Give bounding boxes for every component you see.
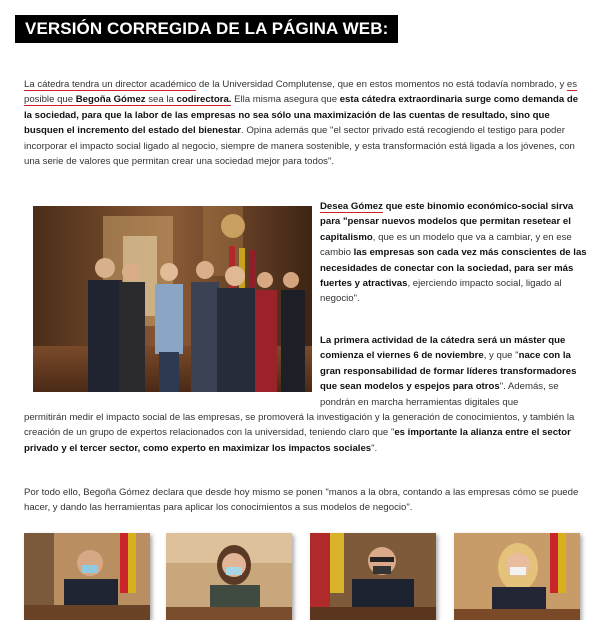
text-span: , que es un modelo que va a cambiar, y en ese cambio <box>320 231 572 259</box>
text-span: es posible que <box>24 79 578 106</box>
text-span: ". <box>371 442 378 454</box>
text-span: sea la <box>145 94 177 106</box>
text-span: , ejerciendo impacto social, ligado al negocio". <box>320 278 562 305</box>
paragraph-master-continued <box>24 410 589 456</box>
text-span: . Opina además que "el sector privado está recogiendo el testigo para poder incorporar el impacto social ligado al negocio, siempre de manera sostenible, y esta transformación está ligada a los jóvenes, con una serie de valores que permitan crear una sociedad mejor para todos". <box>24 125 575 168</box>
text-span: que este binomio económico-social sirva para <box>320 201 574 228</box>
text-span: , y que " <box>483 350 519 362</box>
paragraph-catedra-director <box>24 77 584 169</box>
bold-text: La primera actividad de la cátedra será un máster que comienza el viernes 6 de noviembre <box>320 335 566 362</box>
text-span: ". Además, se pondrán en marcha herramientas digitales que <box>320 381 559 408</box>
name-highlight: Begoña Gómez <box>75 94 146 106</box>
page-title: VERSIÓN CORREGIDA DE LA PÁGINA WEB: <box>15 15 398 43</box>
text-span: de la Universidad Complutense, que en estos momentos no está todavía nombrado, y <box>196 79 567 90</box>
bold-quote: nace con la gran responsabilidad de formar líderes transformadores que sean modelos y espejos para otros <box>320 350 577 393</box>
main-photo-meeting <box>33 206 312 392</box>
text-span: permitirán medir el impacto social de las empresas, se promoverá la investigación y la generación de conocimientos, y también la creación de un grupo de expertos relacionados con la universidad, teniendo claro que " <box>24 412 575 439</box>
bold-quote: "pensar nuevos modelos que permitan resetear el capitalismo <box>320 216 571 243</box>
underlined-phrase: La cátedra tendra un director académico <box>24 79 197 90</box>
bold-quote: es importante la alianza entre el sector privado y el tercer sector, como experto en maximizar los impactos sociales <box>24 427 571 454</box>
thumbnail-photo-man-mask <box>24 533 150 620</box>
thumbnail-photo-blonde-woman <box>454 533 580 620</box>
paragraph-binomio <box>320 199 588 307</box>
thumbnail-photo-woman-mask <box>166 533 292 620</box>
paragraph-master <box>320 333 588 410</box>
paragraph-conclusion: Por todo ello, Begoña Gómez declara que desde hoy mismo se ponen "manos a la obra, contando a las empresas cómo se puede hacer, y dando las herramientas para aplicar los conocimientos a sus modelos de negocio". <box>24 487 579 514</box>
text-span: Ella misma asegura que <box>231 94 340 106</box>
bold-quote: las empresas son cada vez más conscientes de las necesidades de conectar con la sociedad, para ser más fuertes y atractivas <box>320 247 587 290</box>
role-highlight: codirectora. <box>176 94 232 106</box>
thumbnail-photo-man-glasses <box>310 533 436 620</box>
underlined-name: Desea Gómez <box>320 201 383 212</box>
bold-quote: esta cátedra extraordinaria surge como demanda de la sociedad, para que la labor de las empresas no sea sólo una maximización de las cuentas de resultado, sino que busquen el incremento del estado del bienestar <box>24 94 579 137</box>
